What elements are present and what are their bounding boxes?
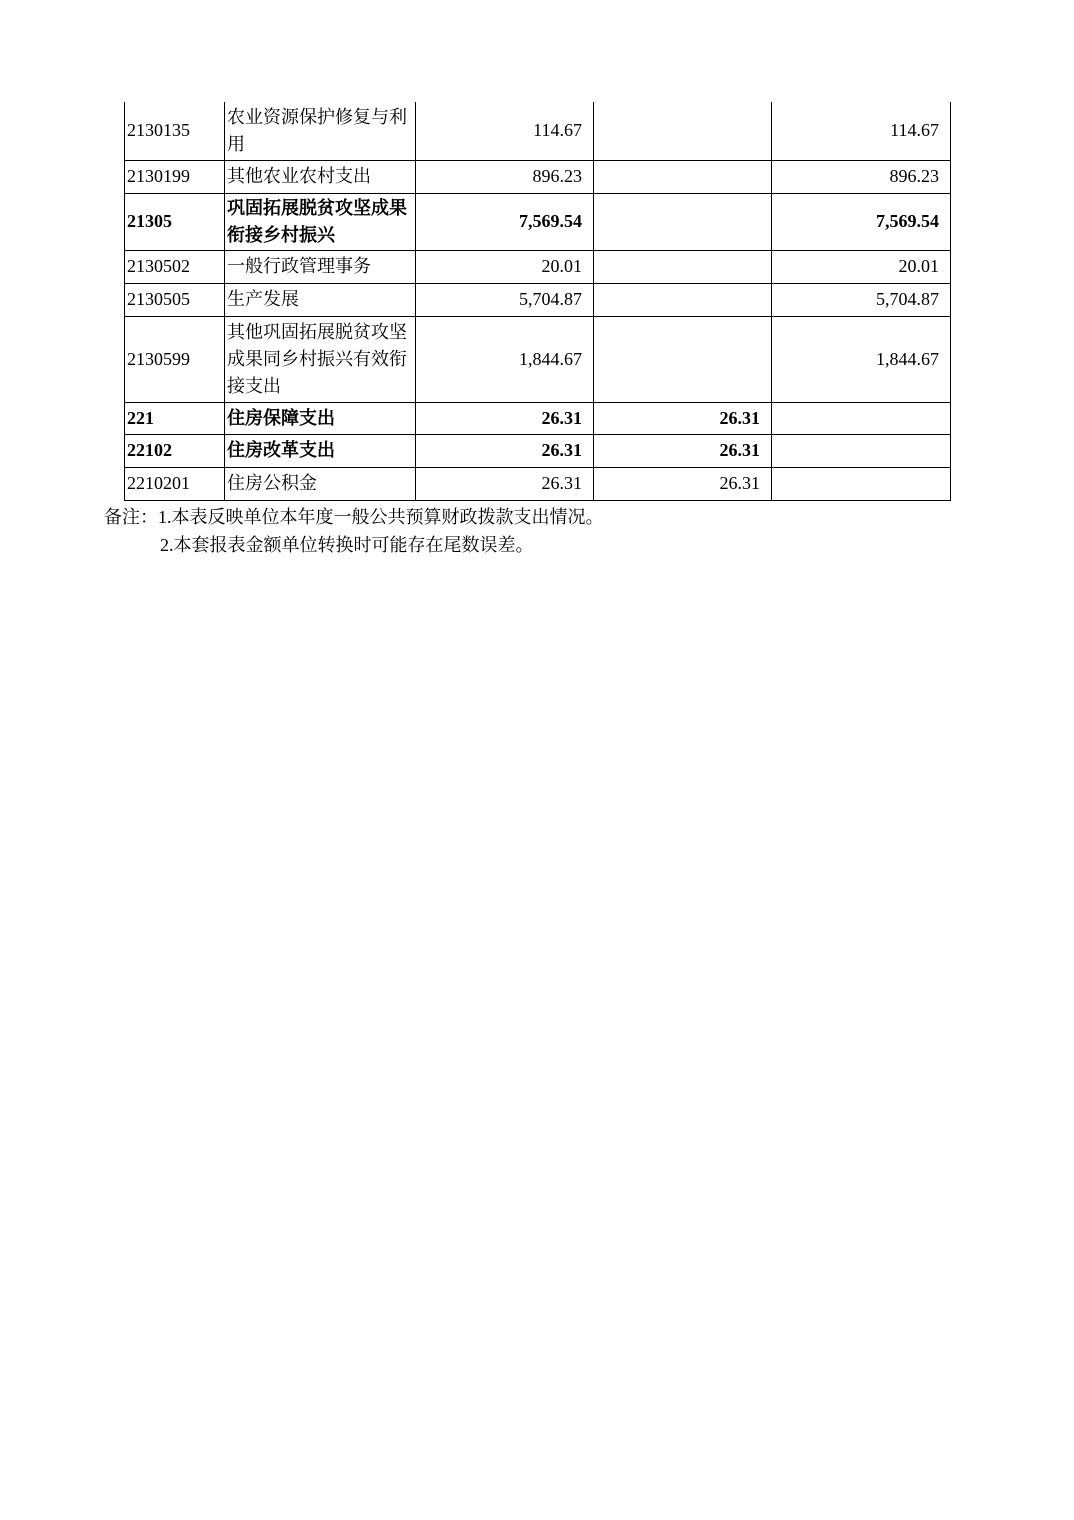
row-project: 114.67 xyxy=(772,102,951,160)
row-project: 1,844.67 xyxy=(772,316,951,402)
table-row xyxy=(125,402,951,434)
row-name: 生产发展 xyxy=(225,283,416,316)
row-code: 2130599 xyxy=(125,316,225,402)
row-name: 其他农业农村支出 xyxy=(225,160,416,193)
row-basic xyxy=(594,316,772,402)
row-code: 2130505 xyxy=(125,283,225,316)
row-basic xyxy=(594,193,772,250)
row-code: 2130199 xyxy=(125,160,225,193)
row-project xyxy=(772,467,951,500)
note-line-1: 备注：1.本表反映单位本年度一般公共预算财政拨款支出情况。 xyxy=(104,507,604,527)
row-total: 114.67 xyxy=(416,102,594,160)
row-project: 7,569.54 xyxy=(772,193,951,250)
row-name: 其他巩固拓展脱贫攻坚成果同乡村振兴有效衔接支出 xyxy=(225,316,416,402)
row-total: 26.31 xyxy=(416,434,594,467)
row-code: 221 xyxy=(125,402,225,434)
row-basic xyxy=(594,102,772,160)
row-code: 2130502 xyxy=(125,250,225,283)
table-row xyxy=(125,316,951,402)
table-row xyxy=(125,160,951,193)
row-basic xyxy=(594,250,772,283)
row-name: 住房改革支出 xyxy=(225,434,416,467)
row-basic xyxy=(594,160,772,193)
row-code: 21305 xyxy=(125,193,225,250)
row-code: 2130135 xyxy=(125,102,225,160)
row-name: 农业资源保护修复与利用 xyxy=(225,102,416,160)
row-project: 5,704.87 xyxy=(772,283,951,316)
row-project xyxy=(772,402,951,434)
row-basic: 26.31 xyxy=(594,467,772,500)
row-basic xyxy=(594,283,772,316)
row-total: 5,704.87 xyxy=(416,283,594,316)
budget-table xyxy=(124,102,951,501)
row-project: 20.01 xyxy=(772,250,951,283)
row-basic: 26.31 xyxy=(594,402,772,434)
row-name: 巩固拓展脱贫攻坚成果衔接乡村振兴 xyxy=(225,193,416,250)
row-name: 一般行政管理事务 xyxy=(225,250,416,283)
budget-sheet xyxy=(124,102,950,501)
table-row xyxy=(125,250,951,283)
row-total: 1,844.67 xyxy=(416,316,594,402)
table-row xyxy=(125,434,951,467)
row-name: 住房公积金 xyxy=(225,467,416,500)
row-basic: 26.31 xyxy=(594,434,772,467)
row-total: 7,569.54 xyxy=(416,193,594,250)
row-code: 22102 xyxy=(125,434,225,467)
row-total: 26.31 xyxy=(416,467,594,500)
table-row xyxy=(125,467,951,500)
row-code: 2210201 xyxy=(125,467,225,500)
table-row xyxy=(125,193,951,250)
row-total: 20.01 xyxy=(416,250,594,283)
row-project: 896.23 xyxy=(772,160,951,193)
row-project xyxy=(772,434,951,467)
table-notes xyxy=(104,503,604,559)
row-total: 896.23 xyxy=(416,160,594,193)
table-row xyxy=(125,102,951,160)
row-name: 住房保障支出 xyxy=(225,402,416,434)
row-total: 26.31 xyxy=(416,402,594,434)
table-row xyxy=(125,283,951,316)
note-line-2: 2.本套报表金额单位转换时可能存在尾数误差。 xyxy=(160,535,534,555)
